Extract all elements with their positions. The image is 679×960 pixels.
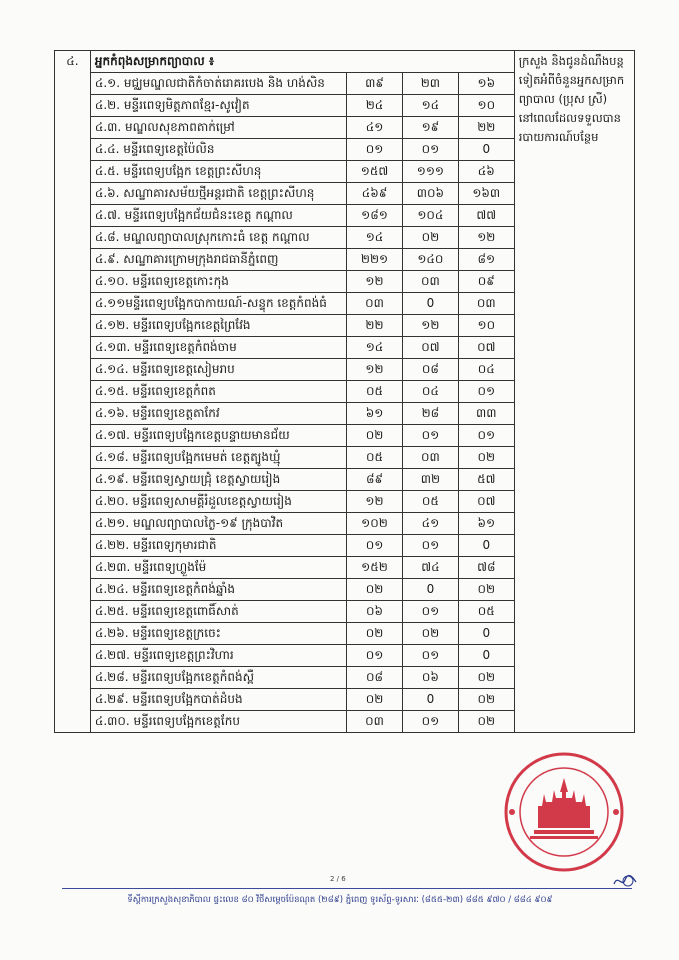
count-col3: ១០ [458,315,514,337]
count-total: ១០២ [347,513,403,535]
count-col3: ០២ [458,579,514,601]
count-col3: 0 [458,535,514,557]
footer-rule [62,888,632,889]
count-col2: ២៨ [402,403,458,425]
hospital-name: ៤.១៧. មន្ទីរពេទ្យបង្អែកខេត្តបន្ទាយមានជ័យ [90,425,346,447]
count-total: ១២ [347,271,403,293]
hospital-name: ៤.១២. មន្ទីរពេទ្យបង្អែកខេត្តព្រៃវែង [90,315,346,337]
count-col3: ០៤ [458,359,514,381]
count-total: ១៤ [347,337,403,359]
section-heading: អ្នកកំពុងសម្រាកព្យាបាល ៖ [90,51,514,73]
hospital-name: ៤.២៥. មន្ទីរពេទ្យខេត្តពោធិ៍សាត់ [90,601,346,623]
count-col3: ៥៧ [458,469,514,491]
count-total: ១២ [347,359,403,381]
section-number: ៤. [55,51,91,733]
hospital-name: ៤.២៩. មន្ទីរពេទ្យបង្អែកបាត់ដំបង [90,689,346,711]
count-col2: ៧៤ [402,557,458,579]
hospital-name: ៤.១៤. មន្ទីរពេទ្យខេត្តសៀមរាប [90,359,346,381]
hospital-name: ៤.២៦. មន្ទីរពេទ្យខេត្តក្រចេះ [90,623,346,645]
count-col2: ១១១ [402,161,458,183]
count-col3: ០២ [458,667,514,689]
count-col3: ០៩ [458,271,514,293]
count-total: ៤១ [347,117,403,139]
hospital-name: ៤.១៣. មន្ទីរពេទ្យខេត្តកំពង់ចាម [90,337,346,359]
count-total: ១៥២ [347,557,403,579]
count-total: ៦១ [347,403,403,425]
count-col2: ០១ [402,425,458,447]
count-total: ០២ [347,579,403,601]
count-total: ២២១ [347,249,403,271]
count-col3: ៤៦ [458,161,514,183]
count-col3: ០៥ [458,601,514,623]
hospital-name: ៤.១១មន្ទីរពេទ្យបង្អែកបាកាយណ៍-សន្ទុក ខេត្តកំពង់ធំ [90,293,346,315]
hospital-name: ៤.២១. មណ្ឌលព្យាបាលក្ងៃ-១៩ ក្រុងបាវិត [90,513,346,535]
count-col3: ០២ [458,447,514,469]
hospital-name: ៤.២០. មន្ទីរពេទ្យសាមគ្គីរំដួលខេត្តស្វាយរៀង [90,491,346,513]
count-total: ០១ [347,645,403,667]
patients-table [54,50,635,733]
count-total: ១៤ [347,227,403,249]
note-cell: ក្រសួង និងជូនដំណឹងបន្តទៀតអំពីចំនួនអ្នកសម្រាកព្យាបាល (ប្រុស ស្រី) នៅពេលដែលទទួលបានរបាយការណ៍បន្ថែម [514,51,634,733]
count-col2: ០១ [402,711,458,733]
count-col3: ០៣ [458,293,514,315]
count-col3: ០១ [458,381,514,403]
count-col3: ០៧ [458,491,514,513]
count-col3: 0 [458,623,514,645]
count-col3: ២២ [458,117,514,139]
count-col2: ០៧ [402,337,458,359]
hospital-name: ៤.១០. មន្ទីរពេទ្យខេត្តកោះកុង [90,271,346,293]
count-col2: ១២ [402,315,458,337]
count-col2: ០៥ [402,491,458,513]
count-col3: ១០ [458,95,514,117]
count-col2: ០១ [402,645,458,667]
count-col2: ០២ [402,227,458,249]
hospital-name: ៤.២២. មន្ទីរពេទ្យកុមារជាតិ [90,535,346,557]
hospital-name: ៤.១៩. មន្ទីរពេទ្យស្វាយជ្រុំ ខេត្តស្វាយរៀង [90,469,346,491]
count-total: ២២ [347,315,403,337]
hospital-name: ៤.៨. មណ្ឌលព្យាបាលស្រុកកោះធំ ខេត្ត កណ្ដាល [90,227,346,249]
count-col3: ១៦ [458,73,514,95]
hospital-name: ៤.២៧. មន្ទីរពេទ្យខេត្តព្រះវិហារ [90,645,346,667]
count-col2: ១៩ [402,117,458,139]
count-col3: 0 [458,139,514,161]
hospital-name: ៤.៩. សណ្ឋាគារក្រោមក្រុងរាជធានីភ្នំពេញ [90,249,346,271]
count-col2: 0 [402,689,458,711]
count-col2: ១០៤ [402,205,458,227]
count-col3: ០២ [458,689,514,711]
hospital-name: ៤.៣. មណ្ឌលសុខភាពតាក់ម្រៅ [90,117,346,139]
count-col2: ៣០៦ [402,183,458,205]
hospital-name: ៤.៤. មន្ទីរពេទ្យខេត្តប៉ៃលិន [90,139,346,161]
count-col3: ៧៨ [458,557,514,579]
ministry-seal [500,748,628,876]
footer-address: ទីស្តីការក្រសួងសុខាភិបាល ផ្ទះលេខ ៨០ វិថីសម្តេចប៉ែនណុត (២៨៩) ភ្នំពេញ ទូរស័ព្ទ-ទូរសារៈ (៨៥៥-២៣) ៨៨៥ ៩៧០ / ៨៨៤ ៩០៩ [127,895,553,905]
count-total: ៨៩ [347,469,403,491]
hospital-name: ៤.៦. សណ្ឋាគារសម័យថ្មីអន្តរជាតិ ខេត្តព្រះសីហនុ [90,183,346,205]
count-col2: 0 [402,293,458,315]
count-total: ៤៦៩ [347,183,403,205]
count-total: ០១ [347,139,403,161]
count-total: ០៦ [347,601,403,623]
count-total: ០២ [347,623,403,645]
count-total: ០៨ [347,667,403,689]
count-total: ១៨១ [347,205,403,227]
count-col2: 0 [402,579,458,601]
hospital-name: ៤.១. មជ្ឈមណ្ឌលជាតិកំចាត់រោគរបេង និង ហង់សិន [90,73,346,95]
count-total: ១៥៧ [347,161,403,183]
count-col3: ៨១ [458,249,514,271]
count-col3: ១៦៣ [458,183,514,205]
hospital-name: ៤.១៥. មន្ទីរពេទ្យខេត្តកំពត [90,381,346,403]
count-col2: ០១ [402,535,458,557]
count-total: ០៥ [347,381,403,403]
count-col3: ៣៣ [458,403,514,425]
hospital-name: ៤.៧. មន្ទីរពេទ្យបង្អែកជ័យជំនះខេត្ត កណ្ដាល [90,205,346,227]
count-total: ០១ [347,535,403,557]
section-heading-row [55,51,635,73]
count-col2: ០១ [402,139,458,161]
count-col2: ០១ [402,601,458,623]
count-col2: ១៤ [402,95,458,117]
count-col2: ២៣ [402,73,458,95]
hospital-name: ៤.២៤. មន្ទីរពេទ្យខេត្តកំពង់ឆ្នាំង [90,579,346,601]
hospital-name: ៤.២. មន្ទីរពេទ្យមិត្តភាពខ្មែរ-សូវៀត [90,95,346,117]
count-total: ១២ [347,491,403,513]
count-col3: 0 [458,645,514,667]
count-total: ០២ [347,425,403,447]
count-col2: ៣២ [402,469,458,491]
count-col3: ៦១ [458,513,514,535]
count-col2: ០៦ [402,667,458,689]
count-col3: ០២ [458,711,514,733]
page-number: 2 / 6 [330,875,346,883]
count-col2: ០៨ [402,359,458,381]
count-col2: ៤១ [402,513,458,535]
count-total: ២៤ [347,95,403,117]
count-total: ០២ [347,689,403,711]
count-col3: ០៧ [458,337,514,359]
count-total: ០៣ [347,711,403,733]
hospital-name: ៤.១៨. មន្ទីរពេទ្យបង្អែកមេមត់ ខេត្តត្បូងឃ្មុំ [90,447,346,469]
count-col2: ០៣ [402,271,458,293]
count-total: ០៣ [347,293,403,315]
count-col3: ០១ [458,425,514,447]
count-col2: ០៤ [402,381,458,403]
hospital-name: ៤.៣០. មន្ទីរពេទ្យបង្អែកខេត្តកែប [90,711,346,733]
count-total: ០៥ [347,447,403,469]
hospital-name: ៤.២៨. មន្ទីរពេទ្យបង្អែកខេត្តកំពង់ស្ពឺ [90,667,346,689]
count-col2: ១៤០ [402,249,458,271]
hospital-name: ៤.១៦. មន្ទីរពេទ្យខេត្តតាកែវ [90,403,346,425]
count-total: ៣៩ [347,73,403,95]
count-col3: ៧៧ [458,205,514,227]
count-col2: ០២ [402,623,458,645]
count-col2: ០៣ [402,447,458,469]
hospital-name: ៤.២៣. មន្ទីរពេទ្យហ្លួងម៉ែ [90,557,346,579]
count-col3: ១២ [458,227,514,249]
hospital-name: ៤.៥. មន្ទីរពេទ្យបង្អែក ខេត្តព្រះសីហនុ [90,161,346,183]
